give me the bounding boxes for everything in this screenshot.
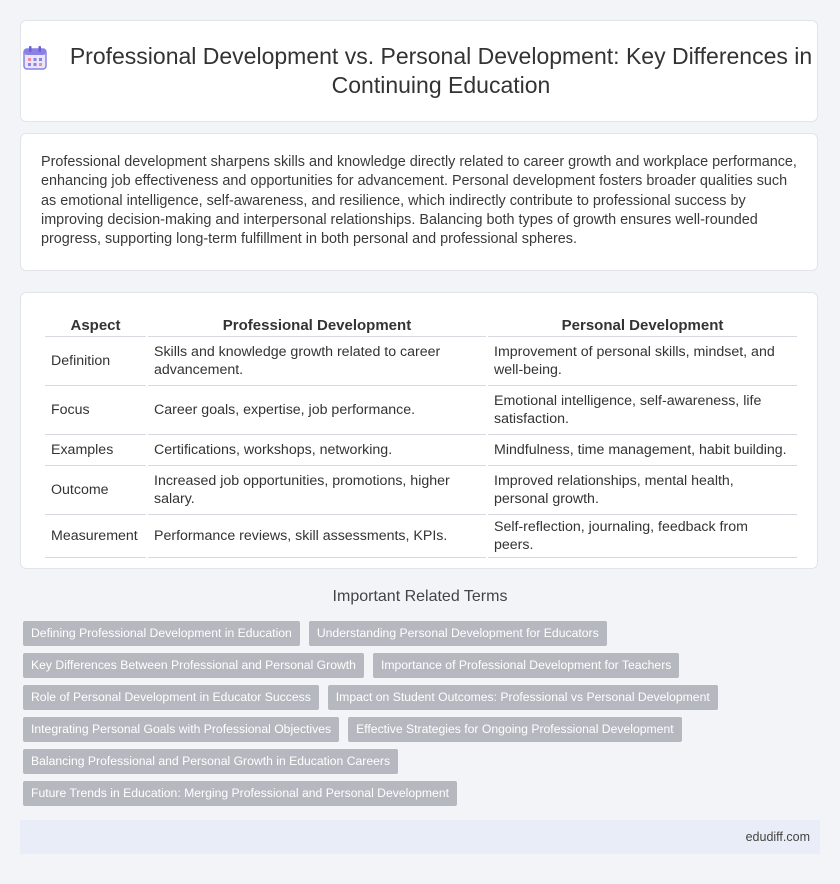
summary-text: Professional development sharpens skills and knowledge directly related to career growth and workplace performance, enhancing job effectiveness and opportunities for advancement. Personal development fosters broader qualities such as emotional intelligence, self-awareness, and resilience, which indirectly contribute to professional success by improving decision-making and interpersonal relationships. Balancing both types of growth ensures well-rounded progress, supporting long-term fulfillment in both personal and professional spheres. xyxy=(41,154,797,248)
related-terms-heading: Important Related Terms xyxy=(332,588,508,605)
related-term-tag[interactable]: Defining Professional Development in Education xyxy=(23,621,300,646)
cell-professional: Certifications, workshops, networking. xyxy=(148,435,486,466)
comparison-table xyxy=(43,313,799,558)
table-header-row xyxy=(45,313,797,337)
related-terms-list xyxy=(23,621,783,813)
header-professional: Professional Development xyxy=(148,313,486,337)
cell-personal: Improved relationships, mental health, personal growth. xyxy=(488,466,797,515)
related-term-tag[interactable]: Understanding Personal Development for Educators xyxy=(309,621,607,646)
footer-site-link[interactable]: edudiff.com xyxy=(745,830,810,844)
footer xyxy=(20,820,820,854)
comparison-table-card xyxy=(20,292,818,569)
related-term-tag[interactable]: Role of Personal Development in Educator Success xyxy=(23,685,319,710)
cell-aspect: Focus xyxy=(45,386,146,435)
cell-personal: Improvement of personal skills, mindset, and well-being. xyxy=(488,337,797,386)
table-row xyxy=(45,515,797,558)
related-term-tag[interactable]: Key Differences Between Professional and Personal Growth xyxy=(23,653,364,678)
summary-card xyxy=(20,133,818,271)
cell-professional: Performance reviews, skill assessments, KPIs. xyxy=(148,515,486,558)
related-term-tag[interactable]: Future Trends in Education: Merging Professional and Personal Development xyxy=(23,781,457,806)
cell-professional: Skills and knowledge growth related to career advancement. xyxy=(148,337,486,386)
cell-personal: Self-reflection, journaling, feedback from peers. xyxy=(488,515,797,558)
related-term-tag[interactable]: Balancing Professional and Personal Growth in Education Careers xyxy=(23,749,398,774)
related-term-tag[interactable]: Integrating Personal Goals with Professional Objectives xyxy=(23,717,339,742)
calendar-icon xyxy=(21,44,49,72)
table-row xyxy=(45,337,797,386)
header-personal: Personal Development xyxy=(488,313,797,337)
table-row xyxy=(45,435,797,466)
table-row xyxy=(45,386,797,435)
page-title: Professional Development vs. Personal Development: Key Differences in Continuing Education xyxy=(69,43,813,98)
cell-aspect: Outcome xyxy=(45,466,146,515)
cell-professional: Increased job opportunities, promotions, higher salary. xyxy=(148,466,486,515)
cell-personal: Mindfulness, time management, habit building. xyxy=(488,435,797,466)
cell-professional: Career goals, expertise, job performance. xyxy=(148,386,486,435)
cell-personal: Emotional intelligence, self-awareness, life satisfaction. xyxy=(488,386,797,435)
related-term-tag[interactable]: Importance of Professional Development for Teachers xyxy=(373,653,679,678)
cell-aspect: Definition xyxy=(45,337,146,386)
table-row xyxy=(45,466,797,515)
related-term-tag[interactable]: Effective Strategies for Ongoing Professional Development xyxy=(348,717,682,742)
related-term-tag[interactable]: Impact on Student Outcomes: Professional vs Personal Development xyxy=(328,685,718,710)
title-card xyxy=(20,20,818,122)
cell-aspect: Measurement xyxy=(45,515,146,558)
cell-aspect: Examples xyxy=(45,435,146,466)
header-aspect: Aspect xyxy=(45,313,146,337)
